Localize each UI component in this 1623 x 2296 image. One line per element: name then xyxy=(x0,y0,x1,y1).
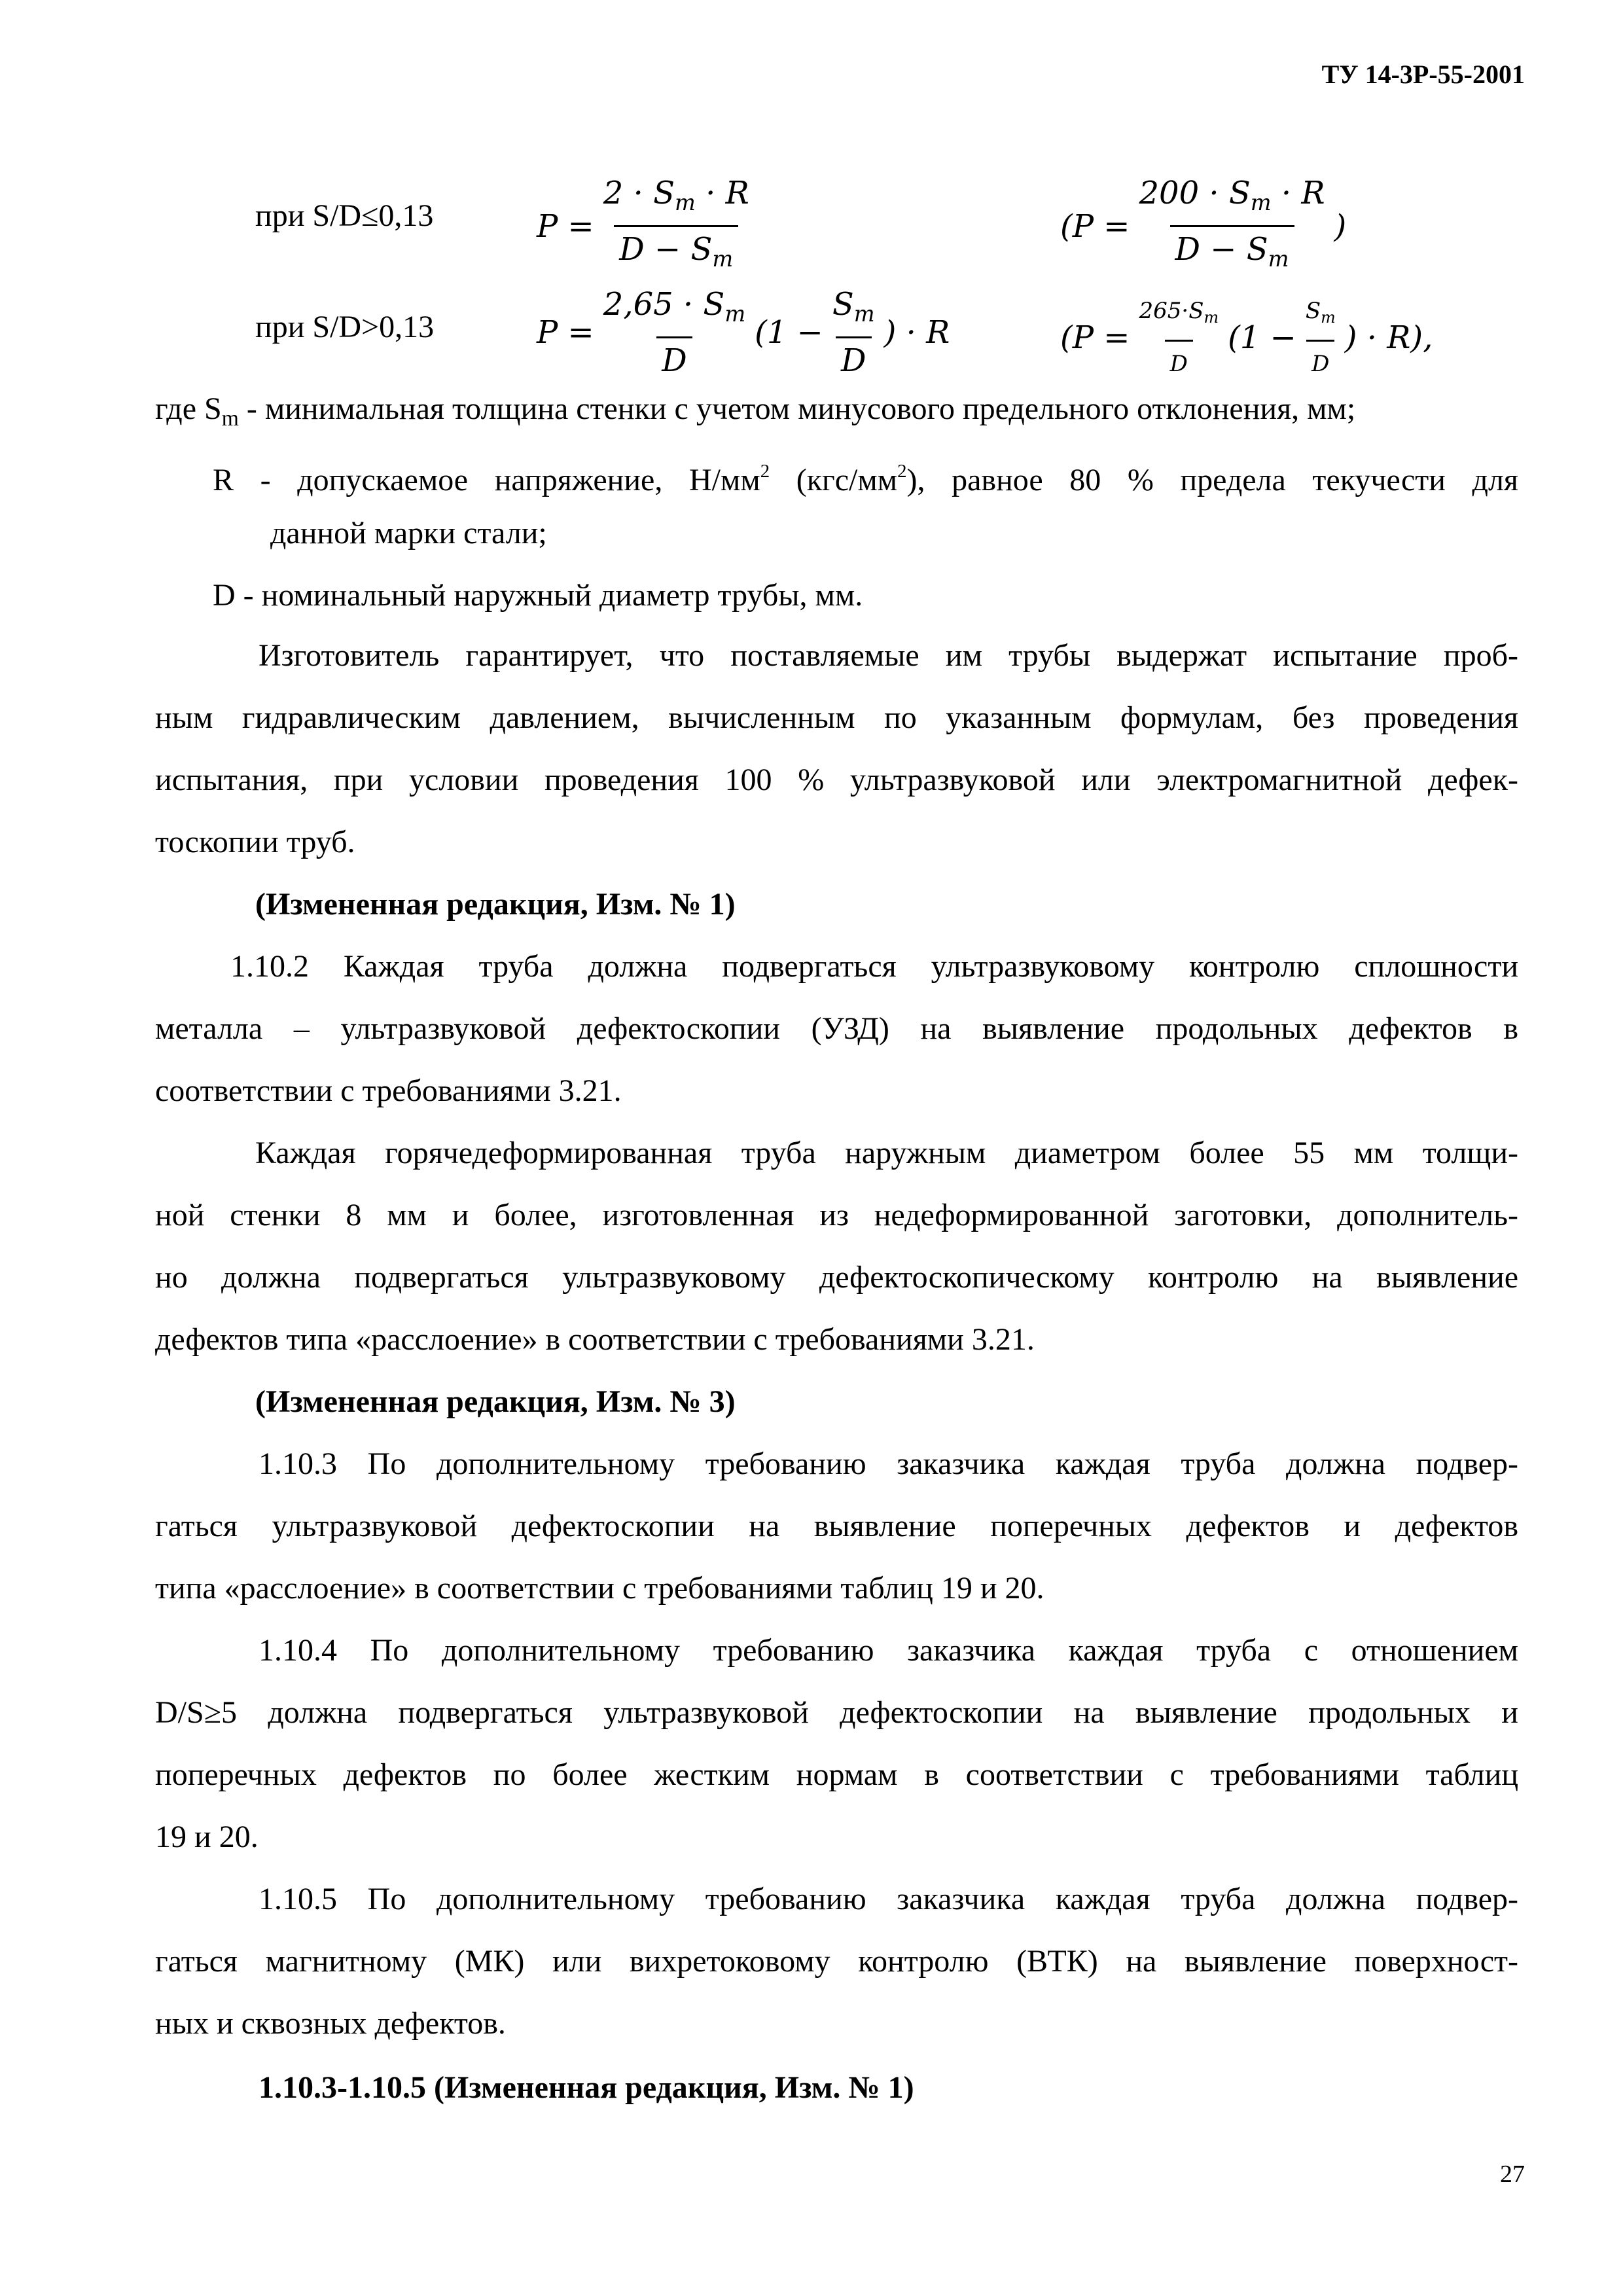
paragraph-5-line-1: 1.10.4 По дополнительному требованию заказчика каждая труба с отношением xyxy=(259,1633,1518,1668)
paragraph-1-line-2: ным гидравлическим давлением, вычисленным по указанным формулам, без проведения xyxy=(155,700,1518,735)
paragraph-3-line-3: но должна подвергаться ультразвуковому дефектоскопическому контролю на выявление xyxy=(155,1260,1518,1295)
paragraph-1-line-3: испытания, при условии проведения 100 % ультразвуковой или электромагнитной дефек- xyxy=(155,762,1518,797)
paragraph-3-line-1: Каждая горячедеформированная труба наружным диаметром более 55 мм толщи- xyxy=(255,1136,1518,1170)
formula-2-kgf: (P = $\frac{265\cdot S_m}{D}$ (1 − $\frac{S_m}{D}$ ) · R), xyxy=(1060,291,1433,384)
paragraph-3-line-4: дефектов типа «расслоение» в соответствии с требованиями 3.21. xyxy=(155,1322,1035,1357)
formula-condition-2-text: при S/D>0,13 xyxy=(255,310,435,344)
paragraph-5-line-4: 19 и 20. xyxy=(155,1820,259,1854)
revision-note-1: (Измененная редакция, Изм. № 1) xyxy=(255,887,736,922)
paragraph-2-line-1: 1.10.2 Каждая труба должна подвергаться ультразвуковому контролю сплошности xyxy=(230,949,1518,984)
paragraph-6-line-1: 1.10.5 По дополнительному требованию заказчика каждая труба должна подвер- xyxy=(259,1882,1518,1916)
revision-note-3: (Измененная редакция, Изм. № 3) xyxy=(255,1384,736,1419)
definition-sm: где $S_m$ - минимальная толщина стенки с учетом минусового предельного отклонения, мм; xyxy=(155,391,1356,431)
paragraph-5-line-2: D/S≥5 должна подвергаться ультразвуковой дефектоскопии на выявление продольных и xyxy=(155,1695,1518,1730)
formula-condition-1-text: при S/D≤0,13 xyxy=(255,198,434,233)
paragraph-4-line-3: типа «расслоение» в соответствии с требованиями таблиц 19 и 20. xyxy=(155,1571,1044,1605)
paragraph-6-line-2: гаться магнитному (МК) или вихретоковому контролю (ВТК) на выявление поверхност- xyxy=(155,1944,1518,1979)
formula-1-si: P = $\frac{2 \cdot S_m \cdot R}{D - S_m}$ xyxy=(537,173,758,279)
paragraph-6-line-3: ных и сквозных дефектов. xyxy=(155,2006,506,2041)
formula-condition-2 xyxy=(255,308,434,347)
definition-r-line2: данной марки стали; xyxy=(270,516,547,550)
definition-d: D - номинальный наружный диаметр трубы, мм. xyxy=(213,578,863,613)
document-code-header: ТУ 14-3Р-55-2001 xyxy=(1321,60,1525,89)
paragraph-3-line-2: ной стенки 8 мм и более, изготовленная из недеформированной заготовки, дополнитель- xyxy=(155,1198,1518,1232)
paragraph-4-line-2: гаться ультразвуковой дефектоскопии на выявление поперечных дефектов и дефектов xyxy=(155,1509,1518,1543)
paragraph-5-line-3: поперечных дефектов по более жестким нормам в соответствии с требованиями таблиц xyxy=(155,1757,1518,1792)
page-number: 27 xyxy=(1500,2161,1525,2188)
paragraph-2-line-3: соответствии с требованиями 3.21. xyxy=(155,1073,622,1108)
paragraph-2-line-2: металла – ультразвуковой дефектоскопии (УЗД) на выявление продольных дефектов в xyxy=(155,1011,1518,1046)
paragraph-1-line-1: Изготовитель гарантирует, что поставляемые им трубы выдержат испытание проб- xyxy=(259,638,1518,673)
definition-r-line1: R - допускаемое напряжение, $Н/мм^2$ $(кгс/мм^2)$, равное 80 % предела текучести для xyxy=(213,461,1518,498)
formula-1-kgf: (P = $\frac{200 \cdot S_m \cdot R}{D - S_m}$ ) xyxy=(1060,173,1346,279)
formula-condition-1 xyxy=(255,196,433,236)
paragraph-4-line-1: 1.10.3 По дополнительному требованию заказчика каждая труба должна подвер- xyxy=(259,1446,1518,1481)
formula-2-si: P = $\frac{2,65 \cdot S_m}{D}$ (1 − $\frac{S_m}{D}$ ) · R xyxy=(537,286,950,380)
revision-note-final: 1.10.3-1.10.5 (Измененная редакция, Изм. № 1) xyxy=(259,2070,914,2105)
paragraph-1-line-4: тоскопии труб. xyxy=(155,825,355,859)
